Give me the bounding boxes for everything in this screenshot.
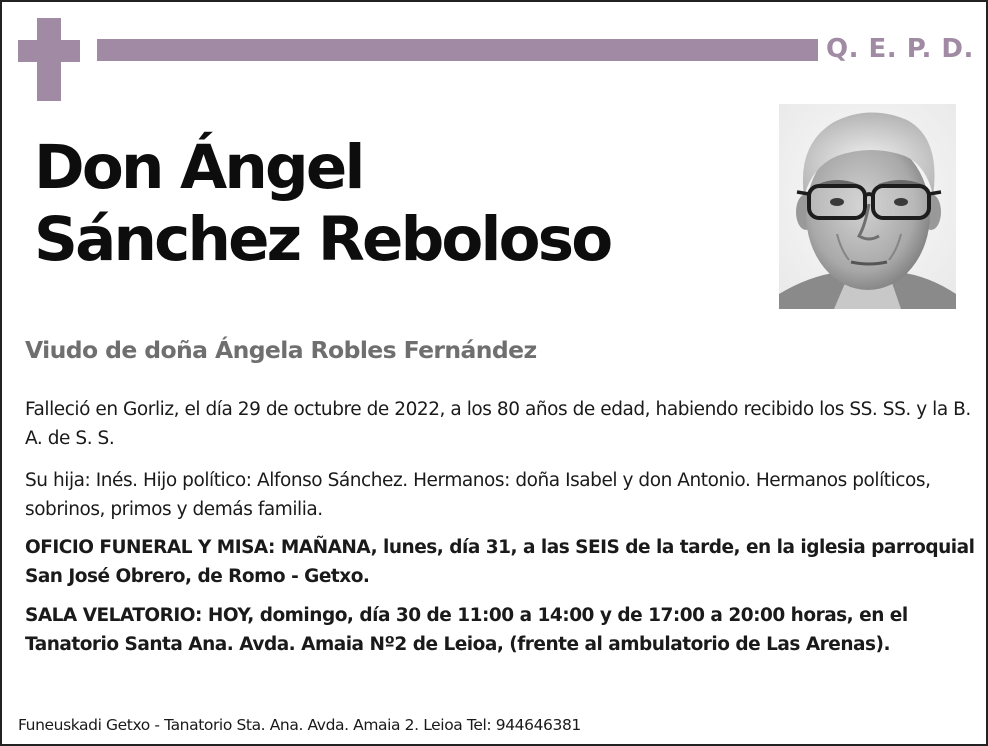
name-line-1: Don Ángel (34, 132, 363, 203)
name-line-2: Sánchez Reboloso (34, 204, 611, 275)
deceased-name (34, 132, 610, 276)
wake-paragraph: SALA VELATORIO: HOY, domingo, día 30 de 11:00 a 14:00 y de 17:00 a 20:00 horas, en el Tanatorio Santa Ana. Avda. Amaia Nº2 de Leioa, (frente al ambulatorio de Las Arenas). (25, 605, 908, 655)
funeral-paragraph: OFICIO FUNERAL Y MISA: MAÑANA, lunes, día 31, a las SEIS de la tarde, en la iglesia parroquial San José Obrero, de Romo - Getxo. (25, 537, 975, 587)
death-paragraph: Falleció en Gorliz, el día 29 de octubre de 2022, a los 80 años de edad, habiendo recibido los SS. SS. y la B. A. de S. S. (25, 399, 971, 449)
header-rule (97, 39, 818, 61)
family-paragraph: Su hija: Inés. Hijo político: Alfonso Sánchez. Hermanos: doña Isabel y don Antonio. Hermanos políticos, sobrinos, primos y demás familia. (25, 470, 931, 520)
funeral-home-footer: Funeuskadi Getxo - Tanatorio Sta. Ana. Avda. Amaia 2. Leioa Tel: 944646381 (18, 716, 581, 734)
cross-horizontal-bar (18, 40, 80, 62)
widower-line: Viudo de doña Ángela Robles Fernández (25, 336, 537, 364)
qepd-label: Q. E. P. D. (826, 34, 974, 64)
portrait-photo (779, 104, 956, 309)
